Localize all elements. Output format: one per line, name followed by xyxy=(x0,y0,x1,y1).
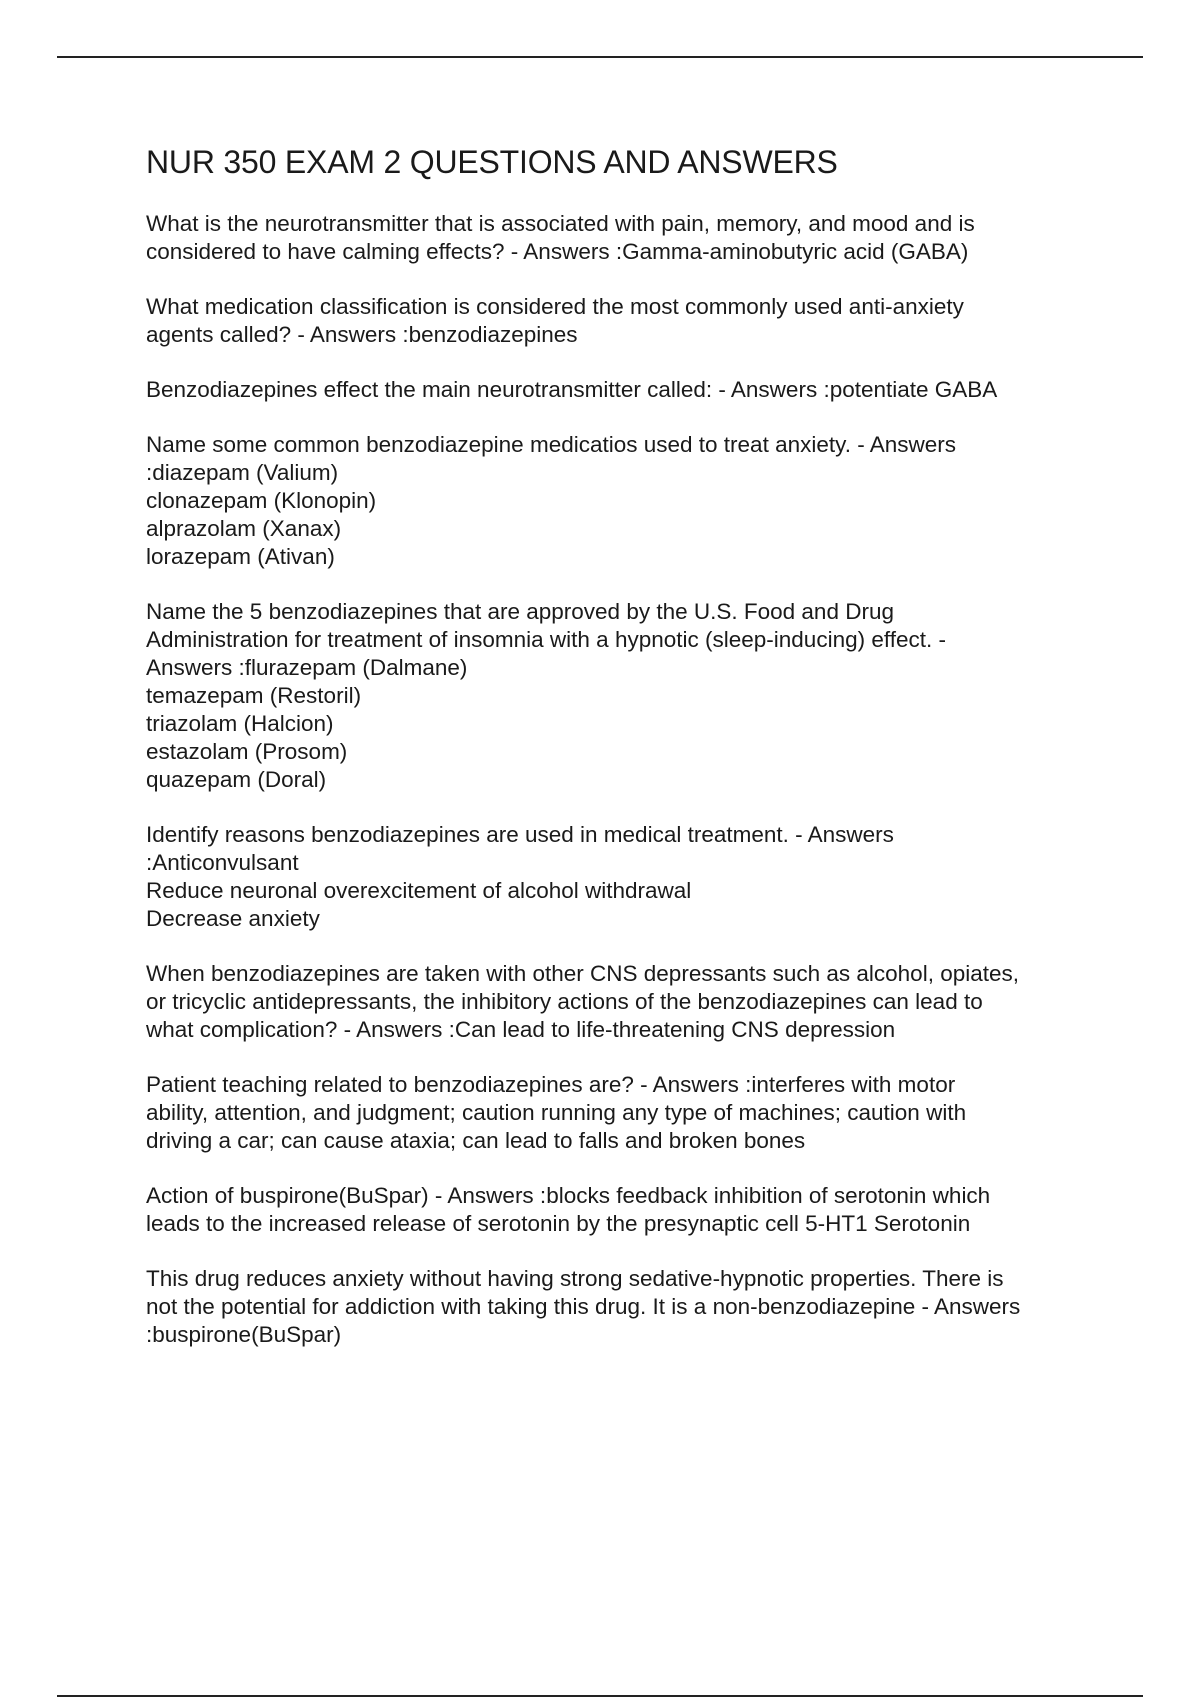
qa-item: Name the 5 benzodiazepines that are approved by the U.S. Food and Drug Administration for treatment of insomnia with a hypnotic (sleep-inducing) effect. - Answers :flurazepam (Dalmane) temazepam (Restoril) triazolam (Halcion) estazolam (Prosom) quazepam (Doral) xyxy=(146,599,946,792)
qa-item: Action of buspirone(BuSpar) - Answers :blocks feedback inhibition of serotonin which leads to the increased release of serotonin by the presynaptic cell 5-HT1 Serotonin xyxy=(146,1183,991,1236)
qa-item: When benzodiazepines are taken with other CNS depressants such as alcohol, opiates, or tricyclic antidepressants, the inhibitory actions of the benzodiazepines can lead to what complication? - Answers :Can lead to life-threatening CNS depression xyxy=(146,961,1020,1042)
qa-item: What is the neurotransmitter that is associated with pain, memory, and mood and is considered to have calming effects? - Answers :Gamma-aminobutyric acid (GABA) xyxy=(146,211,975,264)
qa-item: What medication classification is considered the most commonly used anti-anxiety agents called? - Answers :benzodiazepines xyxy=(146,294,964,347)
qa-item: Benzodiazepines effect the main neurotransmitter called: - Answers :potentiate GABA xyxy=(146,377,998,402)
bottom-divider xyxy=(57,1695,1143,1697)
document-title: NUR 350 EXAM 2 QUESTIONS AND ANSWERS xyxy=(146,144,838,180)
qa-item: This drug reduces anxiety without having strong sedative-hypnotic properties. There is not the potential for addiction with taking this drug. It is a non-benzodiazepine - Answers :buspirone(BuSpar) xyxy=(146,1266,1021,1347)
top-divider xyxy=(57,56,1143,58)
qa-item: Patient teaching related to benzodiazepines are? - Answers :interferes with motor ability, attention, and judgment; caution running any type of machines; caution with driving a car; can cause ataxia; can lead to falls and broken bones xyxy=(146,1072,967,1153)
qa-item: Identify reasons benzodiazepines are used in medical treatment. - Answers :Anticonvulsant Reduce neuronal overexcitement of alcohol withdrawal Decrease anxiety xyxy=(146,822,894,931)
document-body xyxy=(146,140,1096,1376)
qa-item: Name some common benzodiazepine medicatios used to treat anxiety. - Answers :diazepam (Valium) clonazepam (Klonopin) alprazolam (Xanax) lorazepam (Ativan) xyxy=(146,432,956,569)
